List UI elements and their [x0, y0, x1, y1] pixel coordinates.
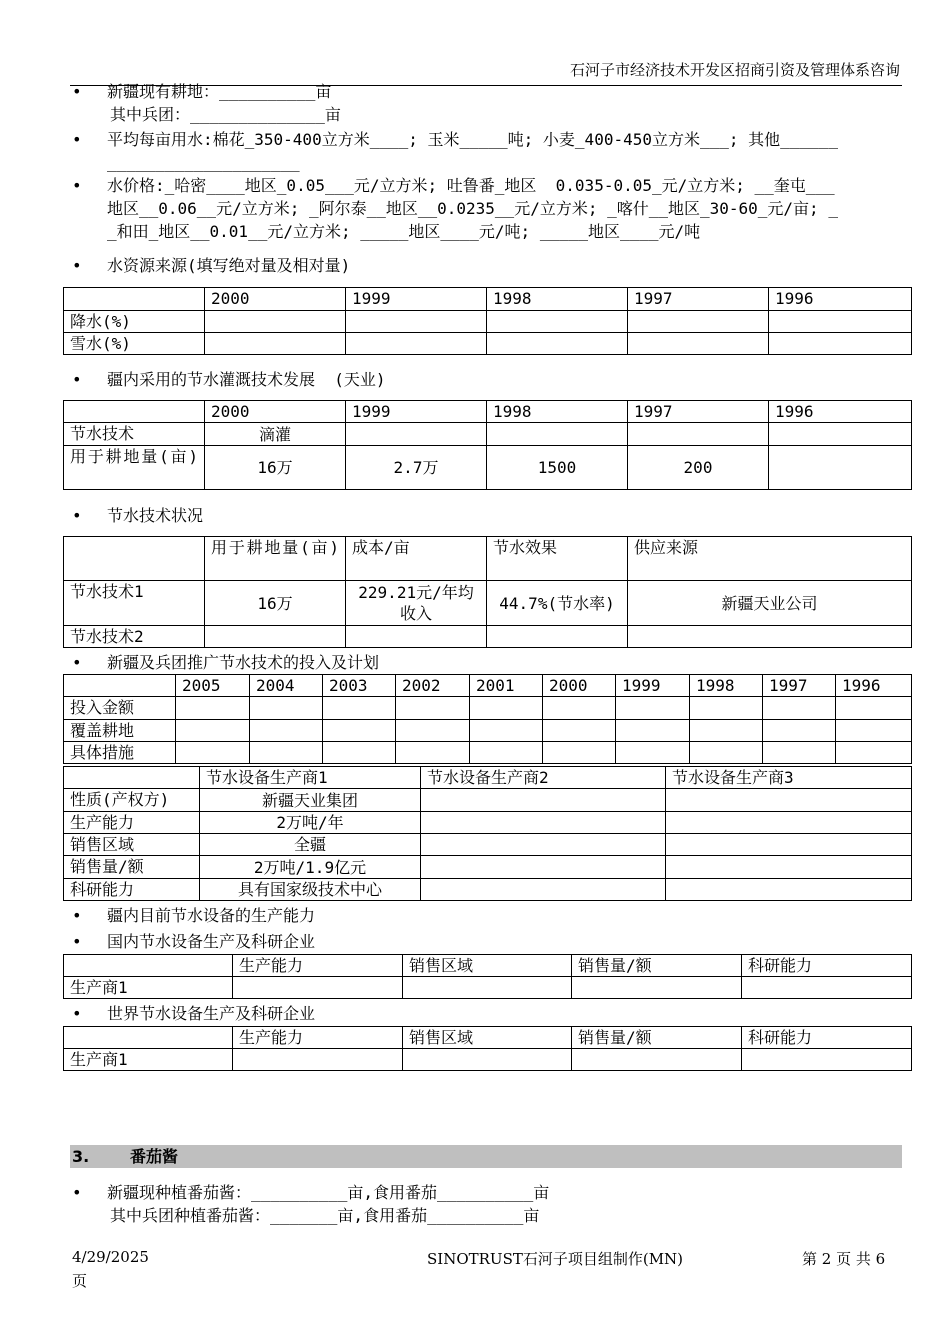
table-cell	[346, 423, 487, 446]
bullet-icon: •	[72, 1183, 82, 1202]
maker2-header: 节水设备生产商2	[421, 767, 666, 789]
row-label-area: 用于耕地量(亩)	[64, 446, 205, 490]
table-cell: 200	[628, 446, 769, 490]
year-header: 2000	[205, 288, 346, 311]
header-region: 销售区域	[403, 955, 572, 977]
table-cell: 16万	[205, 446, 346, 490]
tech1-source: 新疆天业公司	[628, 581, 912, 626]
header-effect: 节水效果	[487, 537, 628, 581]
section-title: 番茄酱	[130, 1147, 179, 1166]
year-header: 1997	[628, 288, 769, 311]
row-label-tech2: 节水技术2	[64, 626, 205, 648]
investment-table	[63, 674, 912, 764]
table-corner-cell	[64, 767, 200, 789]
year-header: 2003	[323, 675, 396, 697]
bullet-world	[72, 1002, 904, 1025]
year-header: 1999	[346, 401, 487, 423]
maker1-nature: 新疆天业集团	[200, 789, 421, 812]
maker1-header: 节水设备生产商1	[200, 767, 421, 789]
maker1-capacity: 2万吨/年	[200, 812, 421, 834]
maker1-research: 具有国家级技术中心	[200, 879, 421, 901]
row-label-nature: 性质(产权方)	[64, 789, 200, 812]
row-label-rain: 降水(%)	[64, 311, 205, 333]
table-cell	[487, 423, 628, 446]
year-header: 1996	[836, 675, 912, 697]
table-corner-cell	[64, 288, 205, 311]
domestic-makers-table	[63, 954, 912, 999]
table-cell	[769, 446, 912, 490]
equipment-makers-table	[63, 766, 912, 901]
section-3-heading	[70, 1145, 902, 1168]
bullet-arable-land	[72, 80, 904, 103]
maker1-region: 全疆	[200, 834, 421, 856]
footer-date: 4/29/2025	[72, 1248, 149, 1266]
tech1-cost: 229.21元/年均收入	[346, 581, 487, 626]
tech1-effect: 44.7%(节水率)	[487, 581, 628, 626]
row-label-tech1: 节水技术1	[64, 581, 205, 626]
world-makers-table	[63, 1026, 912, 1071]
bullet-tech-status	[72, 504, 904, 527]
header-research: 科研能力	[742, 955, 912, 977]
year-header: 1997	[628, 401, 769, 423]
year-header: 2001	[470, 675, 543, 697]
header-sales: 销售量/额	[572, 1027, 742, 1049]
row-label-capacity: 生产能力	[64, 812, 200, 834]
bullet-tomato	[72, 1181, 904, 1204]
row-label-maker1: 生产商1	[64, 1049, 233, 1071]
irrigation-table	[63, 400, 912, 490]
table-cell: 2.7万	[346, 446, 487, 490]
table-cell	[769, 423, 912, 446]
water-source-table	[63, 287, 912, 355]
header-area: 用于耕地量(亩)	[205, 537, 346, 581]
bullet-icon: •	[72, 653, 82, 672]
bullet-investment	[72, 651, 904, 674]
footer-page-number: 第 2 页 共 6	[802, 1250, 886, 1268]
maker1-sales: 2万吨/1.9亿元	[200, 856, 421, 879]
header-cost: 成本/亩	[346, 537, 487, 581]
header-capacity: 生产能力	[233, 1027, 403, 1049]
row-label-maker1: 生产商1	[64, 977, 233, 999]
corps-tomato-area-text: 其中兵团种植番茄酱：_______亩,食用番茄__________亩	[110, 1206, 540, 1225]
row-label-region: 销售区域	[64, 834, 200, 856]
table-corner-cell	[64, 1027, 233, 1049]
water-use-text: 平均每亩用水:棉花_350-400立方米____; 玉米_____吨; 小麦_400-450立方米___; 其他______ ____________________	[107, 130, 838, 172]
year-header: 1998	[487, 401, 628, 423]
bullet-icon: •	[72, 256, 82, 275]
arable-land-text: 新疆现有耕地：__________亩	[107, 82, 332, 101]
header-title: 石河子市经济技术开发区招商引资及管理体系咨询	[569, 61, 900, 79]
section-number: 3.	[72, 1147, 90, 1166]
header-research: 科研能力	[742, 1027, 912, 1049]
year-header: 1998	[487, 288, 628, 311]
table-corner-cell	[64, 675, 176, 697]
row-label-sales: 销售量/额	[64, 856, 200, 879]
maker3-header: 节水设备生产商3	[666, 767, 912, 789]
tomato-area-text: 新疆现种植番茄酱：__________亩,食用番茄__________亩	[107, 1183, 550, 1202]
bullet-water-use	[72, 128, 904, 174]
header-source: 供应来源	[628, 537, 912, 581]
table-corner-cell	[64, 401, 205, 423]
water-price-text: 水价格:_哈密____地区_0.05___元/立方米; 吐鲁番_地区 0.035-0.05_元/立方米; __奎屯___ 地区__0.06__元/立方米; _阿尔泰__地区__0.0235__元/立方米; _喀什__地区_30-60_元/亩; _ _和田_地区__0.01__元/立方米; _____地区____元/吨; _____地区____元/吨	[107, 176, 838, 241]
bullet-irrigation	[72, 368, 904, 391]
bullet-icon: •	[72, 176, 82, 195]
bullet-icon: •	[72, 1004, 82, 1023]
row-label-investment: 投入金额	[64, 697, 176, 720]
bullet-water-source	[72, 254, 904, 277]
header-region: 销售区域	[403, 1027, 572, 1049]
bullet-local-capacity	[72, 904, 904, 927]
bullet-icon: •	[72, 906, 82, 925]
year-header: 2000	[543, 675, 616, 697]
world-heading: 世界节水设备生产及科研企业	[107, 1004, 316, 1023]
table-cell: 滴灌	[205, 423, 346, 446]
table-corner-cell	[64, 955, 233, 977]
corps-arable-land-text: 其中兵团：______________亩	[110, 105, 341, 124]
bullet-icon: •	[72, 370, 82, 389]
row-label-technology: 节水技术	[64, 423, 205, 446]
year-header: 1998	[690, 675, 763, 697]
investment-heading: 新疆及兵团推广节水技术的投入及计划	[107, 653, 380, 672]
bullet-icon: •	[72, 82, 82, 101]
irrigation-heading: 疆内采用的节水灌溉技术发展 (天业)	[107, 370, 386, 389]
year-header: 2002	[396, 675, 470, 697]
bullet-icon: •	[72, 932, 82, 951]
row-label-snow: 雪水(%)	[64, 333, 205, 355]
tech-status-heading: 节水技术状况	[107, 506, 204, 525]
bullet-water-price	[72, 174, 904, 243]
year-header: 2000	[205, 401, 346, 423]
year-header: 2005	[176, 675, 250, 697]
table-cell	[628, 423, 769, 446]
year-header: 1996	[769, 288, 912, 311]
domestic-heading: 国内节水设备生产及科研企业	[107, 932, 316, 951]
bullet-icon: •	[72, 506, 82, 525]
tech-status-table	[63, 536, 912, 648]
bullet-icon: •	[72, 130, 82, 149]
year-header: 1999	[346, 288, 487, 311]
table-corner-cell	[64, 537, 205, 581]
bullet-domestic	[72, 930, 904, 953]
year-header: 2004	[250, 675, 323, 697]
local-capacity-text: 疆内目前节水设备的生产能力	[107, 906, 316, 925]
header-sales: 销售量/额	[572, 955, 742, 977]
row-label-coverage: 覆盖耕地	[64, 720, 176, 742]
water-source-heading: 水资源来源(填写绝对量及相对量)	[107, 256, 351, 275]
tech1-area: 16万	[205, 581, 346, 626]
footer-page-cont: 页	[72, 1272, 88, 1290]
table-cell: 1500	[487, 446, 628, 490]
footer-producer: SINOTRUST石河子项目组制作(MN)	[427, 1250, 684, 1268]
year-header: 1999	[616, 675, 690, 697]
year-header: 1997	[763, 675, 836, 697]
row-label-research: 科研能力	[64, 879, 200, 901]
header-capacity: 生产能力	[233, 955, 403, 977]
year-header: 1996	[769, 401, 912, 423]
row-label-measures: 具体措施	[64, 742, 176, 764]
